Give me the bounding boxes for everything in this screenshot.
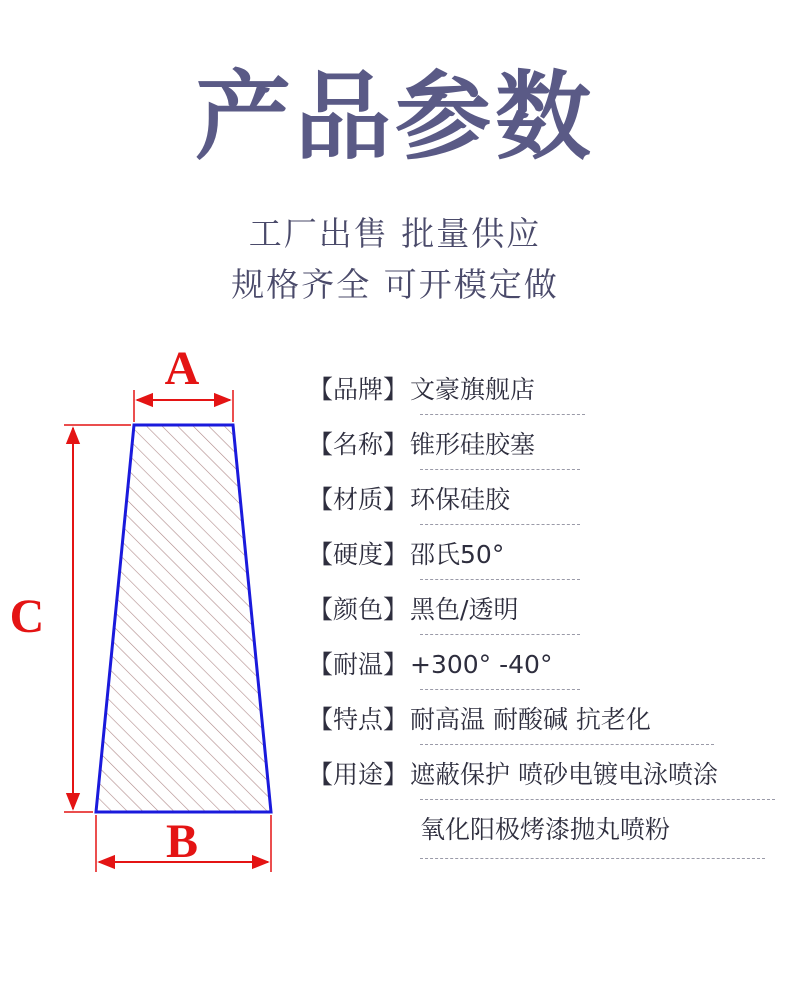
spec-value: 黑色/透明 [410, 595, 519, 624]
spec-key: 【品牌】 [308, 375, 409, 404]
spec-key: 【特点】 [308, 705, 409, 734]
dimension-b-label: B [165, 815, 199, 868]
spec-key: 【材质】 [308, 485, 409, 514]
spec-row-name [308, 423, 535, 479]
divider [420, 634, 580, 635]
divider [420, 414, 585, 415]
spec-row-material [308, 478, 510, 534]
divider [420, 469, 580, 470]
spec-value: 文豪旗舰店 [410, 375, 536, 404]
spec-value: +300° -40° [410, 650, 553, 679]
spec-row-brand [308, 368, 535, 424]
spec-row-hardness [308, 533, 504, 589]
cone-dimension-diagram [0, 330, 300, 890]
spec-value: 锥形硅胶塞 [410, 430, 536, 459]
spec-key: 【用途】 [308, 760, 409, 789]
divider [420, 579, 580, 580]
divider [420, 858, 765, 859]
spec-value: 邵氏50° [410, 540, 505, 569]
spec-row-color [308, 588, 518, 644]
spec-row-usage [308, 753, 718, 809]
divider [420, 689, 580, 690]
spec-key: 【耐温】 [308, 650, 409, 679]
dimension-c-label: C [9, 590, 45, 643]
divider [420, 799, 775, 800]
cone-body [96, 425, 271, 812]
spec-row-temperature [308, 643, 552, 699]
divider [420, 744, 714, 745]
spec-value: 耐高温 耐酸碱 抗老化 [410, 705, 651, 734]
dimension-a-label: A [164, 342, 200, 395]
page-title: 产品参数 [195, 61, 595, 173]
spec-value: 遮蔽保护 喷砂电镀电泳喷涂 [410, 760, 718, 789]
spec-usage-continued: 氧化阳极烤漆抛丸喷粉 [420, 815, 671, 844]
spec-key: 【硬度】 [308, 540, 409, 569]
spec-key: 【名称】 [308, 430, 409, 459]
subtitle-line-2: 规格齐全 可开模定做 [231, 265, 559, 304]
subtitle-line-1: 工厂出售 批量供应 [248, 214, 542, 253]
spec-row-features [308, 698, 651, 754]
spec-value: 环保硅胶 [410, 485, 511, 514]
divider [420, 524, 580, 525]
spec-key: 【颜色】 [308, 595, 409, 624]
